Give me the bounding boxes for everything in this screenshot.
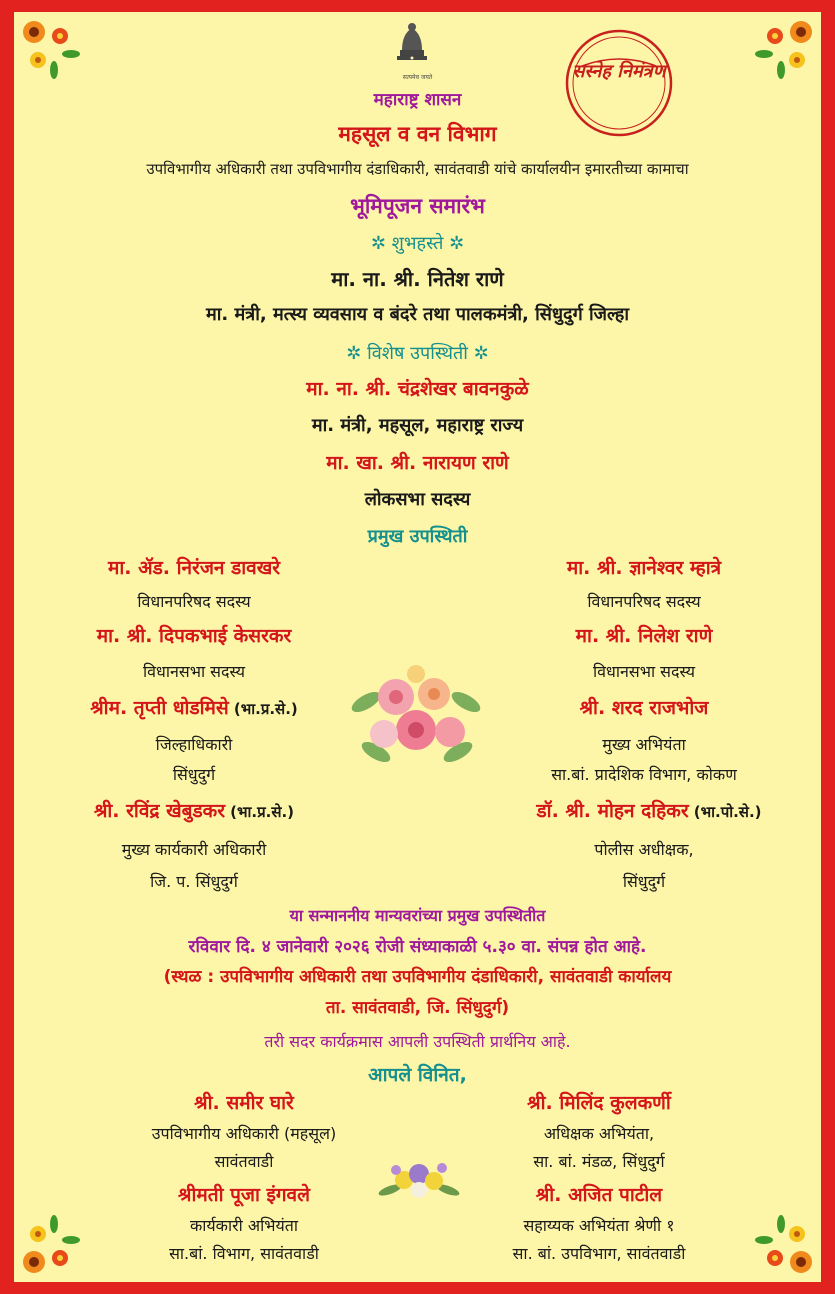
dignitary-name: मा. श्री. ज्ञानेश्वर म्हात्रे [566,557,722,579]
main-presence-heading: प्रमुख उपस्थिती [367,526,468,547]
attendance-request: तरी सदर कार्यक्रमास आपली उपस्थिती प्रार्थनिय आहे. [264,1032,571,1051]
service-suffix: (भा.पो.से.) [693,803,762,821]
host-designation: अधिक्षक अभियंता, [543,1124,655,1143]
chief-guest-name: मा. ना. श्री. नितेश राणे [331,267,504,291]
event-subject: उपविभागीय अधिकारी तथा उपविभागीय दंडाधिकारी, सावंतवाडी यांचे कार्यालयीन इमारतीच्या कामाचा [146,160,689,178]
dignitary-designation: जिल्हाधिकारी [155,735,233,754]
host-name: श्रीमती पूजा इंगवले [178,1184,310,1206]
special-presence-heading: ✲ विशेष उपस्थिती ✲ [346,343,489,364]
special-guest-designation: लोकसभा सदस्य [364,489,471,510]
host-location: सा. बां. उपविभाग, सावंतवाडी [512,1244,686,1263]
dignitary-name: डॉ. श्री. मोहन दहिकर [536,800,689,822]
chief-guest-heading: ✲ शुभहस्ते ✲ [370,233,465,254]
department-name: महसूल व वन विभाग [338,122,497,146]
emblem-motto: सत्यमेव जयते [402,74,433,81]
flower-bouquet-icon [376,1150,462,1210]
dignitary-name: मा. ॲड. निरंजन डावखरे [107,557,281,579]
special-guest-designation: मा. मंत्री, महसूल, महाराष्ट्र राज्य [311,415,524,436]
host-location: सा.बां. विभाग, सावंतवाडी [169,1244,319,1263]
dignitary-name: श्री. रविंद्र खेबुडकर [93,800,226,822]
host-designation: उपविभागीय अधिकारी (महसूल) [151,1124,337,1143]
host-location: सा. बां. मंडळ, सिंधुदुर्ग [533,1152,665,1171]
dignitary-location: सिंधुदुर्ग [172,765,216,784]
flower-corner-icon [16,1208,88,1280]
dignitary-designation: मुख्य अभियंता [602,735,686,754]
event-intro: या सन्माननीय मान्यवरांच्या प्रमुख उपस्थितीत [289,906,546,925]
invitation-card [14,12,821,1282]
host-name: श्री. समीर घारे [194,1092,294,1114]
government-name: महाराष्ट्र शासन [373,90,462,110]
dignitary-location: सिंधुदुर्ग [622,872,666,891]
dignitary-location: जि. प. सिंधुदुर्ग [150,872,238,891]
dignitary-location: सा.बां. प्रादेशिक विभाग, कोकण [551,765,737,784]
dignitary-designation: मुख्य कार्यकारी अधिकारी [121,840,267,859]
dignitary-name: मा. श्री. निलेश राणे [575,625,713,647]
dignitary-name: श्रीम. तृप्ती धोडमिसे [90,697,229,719]
venue-line: ता. सावंतवाडी, जि. सिंधुदुर्ग) [325,998,510,1018]
event-title: भूमिपूजन समारंभ [350,194,485,218]
dignitary-row [24,697,364,720]
host-designation: कार्यकारी अभियंता [189,1216,299,1235]
special-guest-name: मा. ना. श्री. चंद्रशेखर बावनकुळे [306,378,529,400]
flower-corner-icon [747,1208,819,1280]
chief-guest-designation: मा. मंत्री, मत्स्य व्यवसाय व बंदरे तथा पालकमंत्री, सिंधुदुर्ग जिल्हा [205,304,630,325]
dignitary-name: श्री. शरद राजभोज [579,697,709,719]
hosts-heading: आपले विनित, [368,1064,467,1086]
dignitary-designation: विधानपरिषद सदस्य [587,592,701,611]
venue-line: (स्थळ : उपविभागीय अधिकारी तथा उपविभागीय दंडाधिकारी, सावंतवाडी कार्यालय [163,967,672,987]
dignitary-designation: विधानसभा सदस्य [142,662,245,681]
host-name: श्री. मिलिंद कुलकर्णी [527,1092,671,1114]
service-suffix: (भा.प्र.से.) [230,803,295,821]
flower-bouquet-icon [346,652,486,782]
host-designation: सहाय्यक अभियंता श्रेणी १ [523,1216,675,1235]
seal-text: सस्नेह निमंत्रण [572,61,666,82]
dignitary-name: मा. श्री. दिपकभाई केसरकर [96,625,292,647]
host-name: श्री. अजित पाटील [535,1184,663,1206]
state-emblem-icon [392,20,432,72]
dignitary-designation: विधानसभा सदस्य [592,662,695,681]
service-suffix: (भा.प्र.से.) [233,700,298,718]
host-location: सावंतवाडी [214,1152,274,1171]
dignitary-row [484,800,814,823]
special-guest-name: मा. खा. श्री. नारायण राणे [326,452,509,474]
dignitary-designation: विधानपरिषद सदस्य [137,592,251,611]
dignitary-row [24,800,364,823]
event-datetime: रविवार दि. ४ जानेवारी २०२६ रोजी संध्याकाळी ५.३० वा. संपन्न होत आहे. [188,937,647,957]
dignitary-designation: पोलीस अधीक्षक, [594,840,694,859]
